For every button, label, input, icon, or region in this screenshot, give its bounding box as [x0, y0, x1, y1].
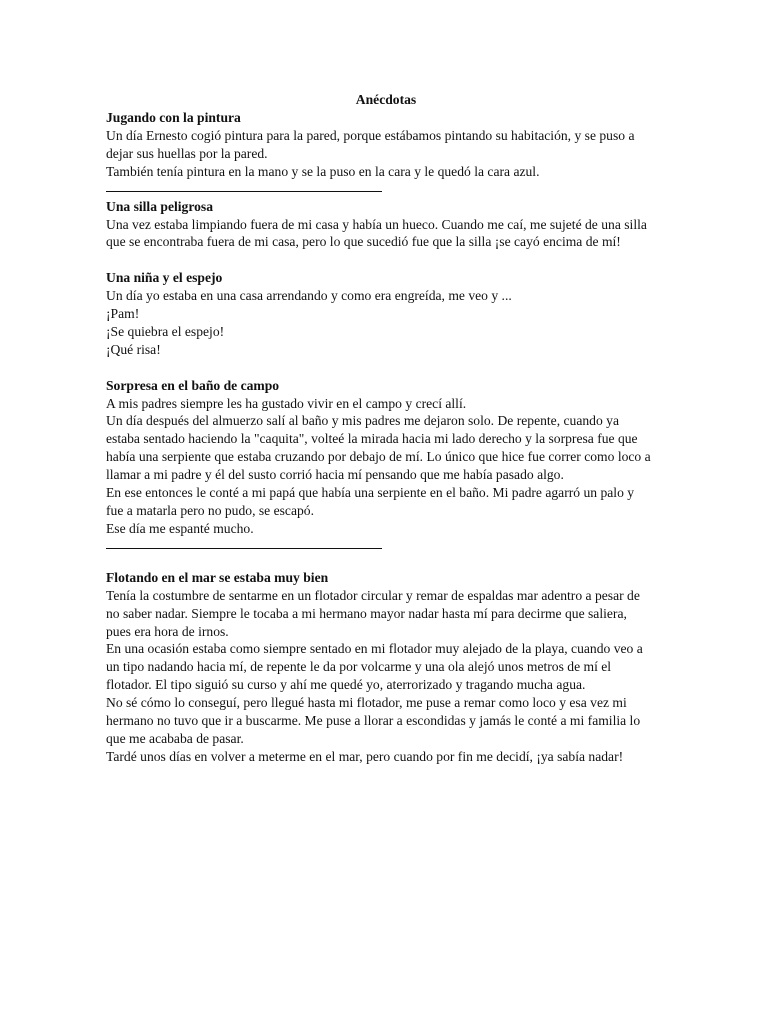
story-line: También tenía pintura en la mano y se la puso en la cara y le quedó la cara azul. [106, 163, 540, 179]
story-line: un tipo nadando hacia mí, de repente le da por volcarme y una ola alejó unos metros de mí el [106, 659, 612, 675]
story-sorpresa-en-el-bano-de-campo [106, 377, 666, 538]
document-page [106, 91, 666, 766]
story-line: A mis padres siempre les ha gustado vivir en el campo y crecí allí. [106, 395, 467, 411]
story-jugando-con-la-pintura [106, 109, 666, 181]
story-title: Sorpresa en el baño de campo [106, 377, 280, 393]
story-line: Un día yo estaba en una casa arrendando y como era engreída, me veo y ... [106, 288, 512, 304]
story-line: ¡Se quiebra el espejo! [106, 323, 225, 339]
story-flotando-en-el-mar [106, 569, 666, 766]
blank-line [106, 359, 666, 377]
story-line: que se encontraba fuera de mi casa, pero lo que sucedió fue que la silla ¡se cayó encima de mí! [106, 234, 621, 250]
story-title: Una silla peligrosa [106, 198, 214, 214]
story-line: Tardé unos días en volver a meterme en el mar, pero cuando por fin me decidí, ¡ya sabía nadar! [106, 748, 624, 764]
story-title: Una niña y el espejo [106, 270, 223, 286]
story-line: Una vez estaba limpiando fuera de mi casa y había un hueco. Cuando me caí, me sujeté de una silla [106, 216, 647, 232]
story-line: En una ocasión estaba como siempre sentado en mi flotador muy alejado de la playa, cuando veo a [106, 641, 643, 657]
story-line: Un día después del almuerzo salí al baño y mis padres me dejaron solo. De repente, cuando ya [106, 413, 619, 429]
story-line: No sé cómo lo conseguí, pero llegué hasta mi flotador, me puse a remar como loco y esa vez mi [106, 695, 627, 711]
story-title: Jugando con la pintura [106, 110, 241, 125]
story-line: llamar a mi padre y él del susto corrió hacia mí pensando que me había pasado algo. [106, 467, 564, 483]
story-title: Flotando en el mar se estaba muy bien [106, 569, 329, 585]
story-line: había una serpiente que estaba cruzando por debajo de mí. Lo único que hice fue correr como loco a [106, 449, 651, 465]
story-line: En ese entonces le conté a mi papá que había una serpiente en el baño. Mi padre agarró un palo y [106, 485, 635, 501]
story-line: fue a matarla pero no pudo, se escapó. [106, 503, 314, 518]
story-line: Ese día me espanté mucho. [106, 520, 254, 536]
blank-line [106, 251, 666, 269]
story-line: que me acababa de pasar. [106, 730, 244, 746]
separator-line [106, 548, 382, 549]
story-line: ¡Pam! [106, 306, 140, 322]
story-line: estaba sentado haciendo la "caquita", volteé la mirada hacia mi lado derecho y la sorpresa fue que [106, 431, 638, 447]
story-line: hermano no tuvo que ir a buscarme. Me puse a llorar a escondidas y jamás le conté a mi familia lo [106, 713, 641, 729]
story-una-silla-peligrosa [106, 198, 666, 252]
separator-line [106, 191, 382, 192]
story-line: dejar sus huellas por la pared. [106, 145, 268, 161]
story-line: Tenía la costumbre de sentarme en un flotador circular y remar de espaldas mar adentro a pesar de [106, 587, 640, 603]
story-line: Un día Ernesto cogió pintura para la pared, porque estábamos pintando su habitación, y se puso a [106, 127, 635, 143]
story-line: no saber nadar. Siempre le tocaba a mi hermano mayor nadar hasta mí para decirme que saliera, [106, 605, 627, 621]
story-una-nina-y-el-espejo [106, 269, 666, 359]
document-title: Anécdotas [355, 92, 417, 107]
story-line: ¡Qué risa! [106, 341, 161, 357]
story-line: flotador. El tipo siguió su curso y ahí me quedé yo, aterrorizado y tragando mucha agua. [106, 677, 586, 693]
blank-line [106, 555, 666, 569]
story-line: pues era hora de irnos. [106, 623, 229, 639]
